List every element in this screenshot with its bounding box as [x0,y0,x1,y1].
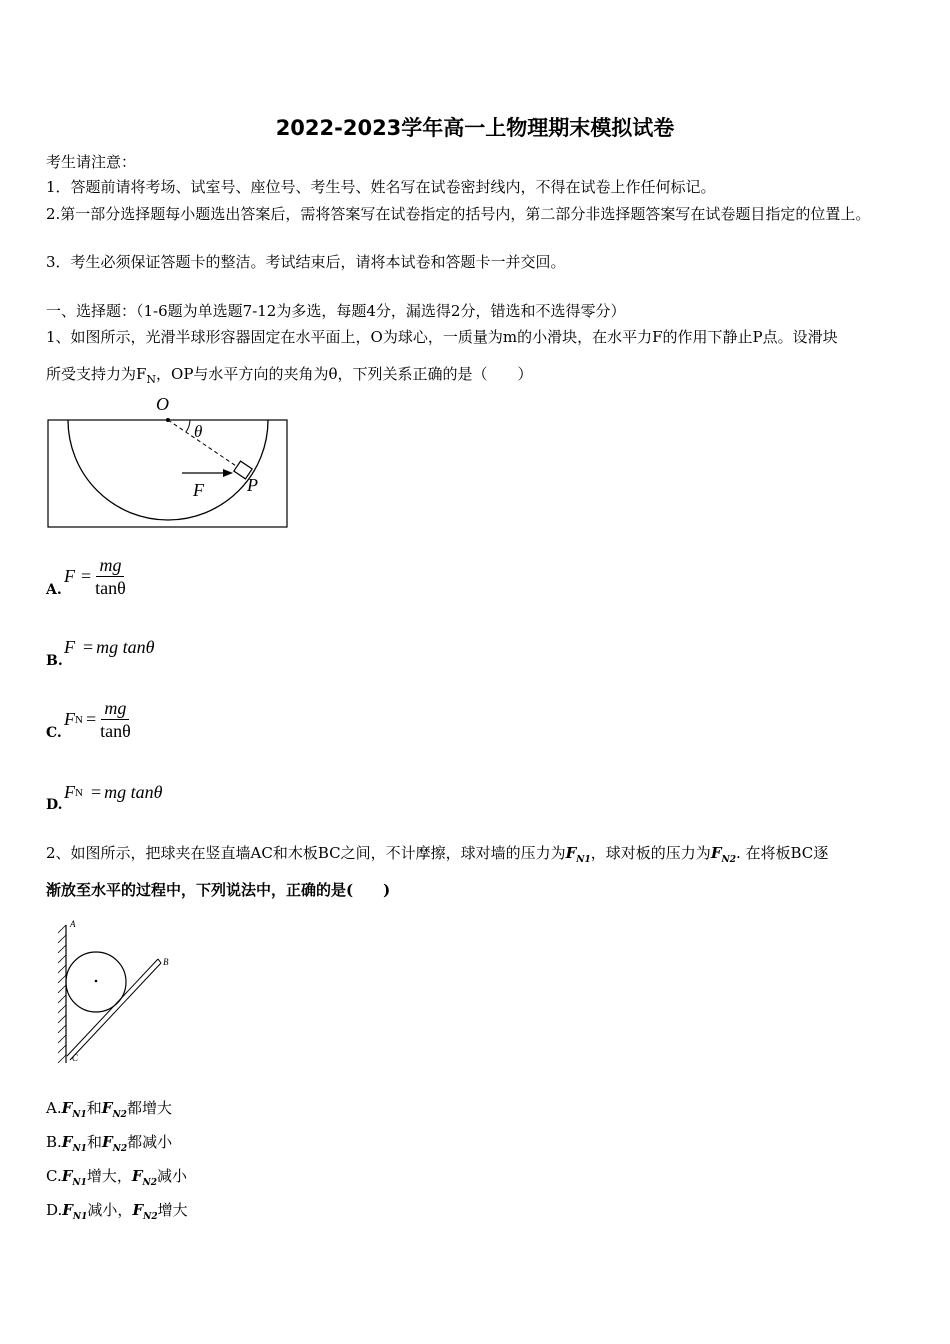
q2-d-mid: 减小， [87,1201,133,1219]
q1-a-num: mg [96,554,124,577]
q1-option-b-formula[interactable] [64,637,155,658]
q1-option-c-letter: C. [46,725,62,741]
q2-d-fn2: F [132,1201,144,1219]
exam-title: 2022-2023学年高一上物理期末模拟试卷 [275,116,675,140]
q1-d-eq: = [90,782,102,802]
q2-a-end: 都增大 [126,1099,172,1117]
q1-b-eq: = [83,637,94,657]
q2-stem-fn2-sub: N2 [721,855,736,865]
q2-option-a[interactable] [46,1097,172,1120]
q2-wall-hatch [58,925,66,1063]
q1-radius-dashed [168,420,245,472]
notice-heading: 考生请注意： [46,153,137,171]
q1-c-fraction [100,697,131,742]
q1-stem-fn-sub: N [146,373,157,386]
q2-c-fn1: F [61,1167,73,1185]
q1-stem-fn: 所受支持力为F [46,365,147,383]
q1-d-lhs: F [64,782,75,802]
q2-stem-fn1: F [565,844,577,862]
q2-stem-part-a: 2、如图所示，把球夹在竖直墙AC和木板BC之间，不计摩擦，球对墙的压力为 [46,844,566,862]
q1-label-f: F [193,480,204,500]
q2-d-end: 增大 [157,1201,188,1219]
q2-c-fn1-sub: N1 [72,1178,87,1188]
q1-a-lhs: F [64,566,75,586]
q2-c-fn2: F [131,1167,143,1185]
q1-d-expr: mg tanθ [104,782,163,802]
q1-c-eq: = [85,709,97,729]
notice-item-2: 2.第一部分选择题每小题选出答案后，需将答案写在试卷指定的括号内，第二部分非选择题答案写在试卷题目指定的位置上。 [46,205,871,223]
q2-c-end: 减小 [157,1167,188,1185]
q1-a-den: tanθ [95,578,126,598]
q2-b-letter: B. [46,1133,62,1151]
q2-option-d[interactable] [46,1199,188,1222]
q1-label-theta: θ [194,422,203,441]
q2-stem-fn2: F [710,844,722,862]
q1-c-num: mg [101,697,129,720]
q1-force-arrowhead [223,469,233,477]
q1-b-lhs: F [64,637,75,657]
q1-a-eq: = [81,566,92,586]
notice-item-3: 3．考生必须保证答题卡的整洁。考试结束后，请将本试卷和答题卡一并交回。 [46,253,566,271]
q2-stem-part-c: . 在将板BC逐 [735,844,829,862]
q2-label-a: A [70,919,76,929]
q2-b-mid: 和 [86,1133,102,1151]
q2-d-fn1-sub: N1 [72,1212,88,1222]
q2-a-fn1-sub: N1 [72,1110,87,1120]
q2-option-c[interactable] [46,1165,187,1188]
q2-board-edge-2 [70,963,161,1060]
q1-label-o: O [156,394,169,414]
q1-option-a-formula[interactable] [64,554,126,599]
q1-angle-arc [186,420,190,432]
q1-option-b-letter: B. [46,653,63,669]
section-heading: 一、选择题：（1-6题为单选题7-12为多选，每题4分，漏选得2分，错选和不选得零分） [46,302,626,320]
q1-c-lhs-sub: N [75,713,83,726]
q1-option-d-formula[interactable] [64,782,162,803]
q2-c-letter: C. [46,1167,62,1185]
q2-label-b: B [163,957,169,967]
q1-c-lhs: F [64,709,75,729]
q1-b-expr: mg tanθ [96,637,155,657]
q2-stem-fn1-sub: N1 [576,855,591,865]
q2-d-letter: D. [46,1201,63,1219]
q2-b-fn1: F [61,1133,73,1151]
q1-d-lhs-sub: N [75,786,83,799]
q2-a-letter: A. [46,1099,62,1117]
q2-b-fn1-sub: N1 [72,1144,87,1154]
q1-option-a-letter: A. [46,582,62,598]
q2-a-fn2: F [101,1099,113,1117]
q2-b-fn2-sub: N2 [112,1144,128,1154]
q1-figure [40,392,300,532]
q2-figure [50,915,180,1070]
q2-stem-line1 [46,843,828,870]
q1-label-p: P [247,475,258,495]
q2-a-fn1: F [61,1099,73,1117]
q1-c-den: tanθ [100,721,131,741]
q2-a-fn2-sub: N2 [112,1110,127,1120]
q2-b-end: 都减小 [127,1133,173,1151]
q2-board-end [158,959,161,963]
q1-stem-rest: ，OP与水平方向的夹角为θ，下列关系正确的是（ ） [156,365,533,383]
q2-d-fn2-sub: N2 [143,1212,158,1222]
q2-a-mid: 和 [86,1099,102,1117]
q2-stem-part-b: ，球对板的压力为 [590,844,711,862]
q2-stem-line2: 渐放至水平的过程中，下列说法中，正确的是( ) [46,881,391,899]
q2-option-b[interactable] [46,1131,172,1154]
q1-option-d-letter: D. [46,797,63,813]
q1-option-c-formula[interactable] [64,697,131,742]
q2-ball-center [95,980,98,983]
q1-stem-line2 [46,364,532,390]
q2-d-fn1: F [62,1201,73,1219]
q2-c-fn2-sub: N2 [142,1178,158,1188]
notice-item-1: 1．答题前请将考场、试室号、座位号、考生号、姓名写在试卷密封线内，不得在试卷上作任何标记。 [46,178,716,196]
q2-c-mid: 增大， [86,1167,132,1185]
q1-a-fraction [95,554,126,599]
q2-label-c: C [72,1053,79,1063]
q2-b-fn2: F [101,1133,113,1151]
q1-stem-line1: 1、如图所示，光滑半球形容器固定在水平面上，O为球心，一质量为m的小滑块，在水平力F的作用下静止P点。设滑块 [46,328,838,346]
